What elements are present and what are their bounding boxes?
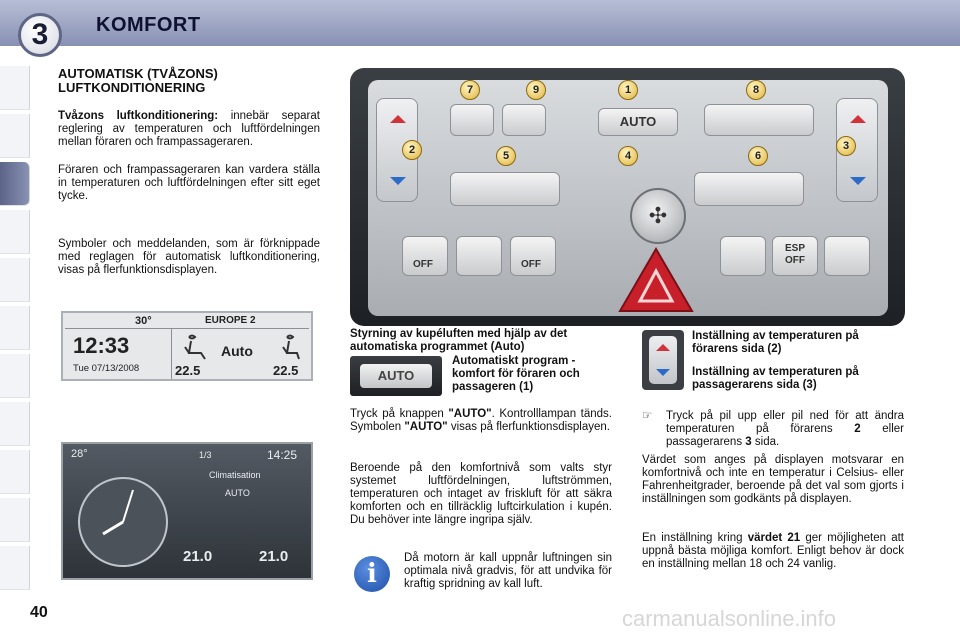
chapter-tab[interactable] bbox=[0, 450, 30, 494]
setting-text-2: ger möjligheten att uppnå bästa möjliga komfort. Enligt behov är dock en inställning mellan 18 och 24 vanlig. bbox=[642, 532, 904, 570]
chapter-title: KOMFORT bbox=[96, 14, 201, 36]
auto-text-3: visas på flerfunktionsdisplayen. bbox=[447, 421, 610, 433]
auto-text-1: Tryck på knappen bbox=[350, 408, 449, 420]
symbols-paragraph: Symboler och meddelanden, som är förknippade med reglagen för automatisk luftkonditionering, visas på flerfunktionsdisplayen. bbox=[58, 238, 320, 276]
multifunction-display-b bbox=[61, 442, 313, 580]
cold-engine-note: Då motorn är kall uppnår luftningen sin optimala nivå gradvis, för att undvika för kraftig spridning av kall luft. bbox=[404, 552, 612, 590]
driver-passenger-paragraph: Föraren och frampassageraren kan vardera ställa in temperaturen och luftfördelningen efter sitt eget tycke. bbox=[58, 164, 320, 202]
chapter-tab[interactable] bbox=[0, 402, 30, 446]
alarm-off-button[interactable] bbox=[510, 236, 556, 276]
comfort-paragraph: Beroende på den komfortnivå som valts styr systemet luftfördelningen, luftströmmen, temperaturen och intaget av friskluft för att säkra komforten och en tillräcklig luftcirkulation i kupén. Du behöver inte längre ingripa själv. bbox=[350, 462, 612, 526]
auto-button-thumbnail bbox=[350, 356, 442, 396]
callout-marker: 7 bbox=[460, 80, 480, 100]
auto-term-1: "AUTO" bbox=[448, 408, 492, 420]
analog-clock-icon bbox=[73, 472, 173, 572]
off-label: OFF bbox=[521, 259, 541, 270]
display-divider bbox=[171, 329, 172, 379]
arrow-up-icon bbox=[390, 115, 406, 123]
temperature-instructions bbox=[666, 410, 904, 449]
temperature-control-inner bbox=[649, 336, 677, 384]
driver-temperature: 22.5 bbox=[175, 363, 201, 378]
arrow-down-icon bbox=[656, 369, 670, 376]
temp-term-2: 3 bbox=[745, 436, 752, 448]
auto-text-2: . Kontrolllampan tänds. Symbolen bbox=[350, 408, 612, 433]
chapter-tab[interactable] bbox=[0, 66, 30, 110]
intro-text: innebär separat reglering av temperaturen och luftfördelningen mellan föraren och frampassageraren. bbox=[58, 110, 320, 148]
display-status-bar bbox=[65, 315, 309, 329]
bullet-icon: ☞ bbox=[642, 410, 653, 422]
chapter-tab[interactable] bbox=[0, 498, 30, 542]
outside-temperature: 28° bbox=[71, 448, 88, 460]
callout-marker: 2 bbox=[402, 140, 422, 160]
chapter-tab[interactable] bbox=[0, 306, 30, 350]
climate-control-panel-photo bbox=[350, 68, 905, 326]
auto-program-caption: Automatiskt program - komfort för föraren och passageren (1) bbox=[452, 355, 580, 393]
climate-mode: AUTO bbox=[225, 488, 250, 498]
auto-term-2: "AUTO" bbox=[404, 421, 448, 433]
arrow-down-icon bbox=[390, 177, 406, 185]
callout-marker: 9 bbox=[526, 80, 546, 100]
intro-paragraph bbox=[58, 110, 320, 149]
passenger-seat-airflow-icon bbox=[271, 333, 301, 361]
multifunction-display-a bbox=[61, 311, 313, 381]
chapter-tab-rail bbox=[0, 46, 30, 606]
arrow-up-icon bbox=[656, 344, 670, 351]
page-indicator: 1/3 bbox=[199, 450, 212, 460]
callout-marker: 1 bbox=[618, 80, 638, 100]
windscreen-demist-button[interactable] bbox=[450, 104, 494, 136]
panel-face bbox=[368, 80, 888, 316]
parking-sensors-off-button[interactable] bbox=[402, 236, 448, 276]
fan-speed-knob[interactable]: ✣ bbox=[630, 188, 686, 244]
chapter-tab[interactable] bbox=[0, 210, 30, 254]
arrow-up-icon bbox=[850, 115, 866, 123]
passenger-airbag-button[interactable] bbox=[824, 236, 870, 276]
temp-text-1: Tryck på pil upp eller pil ned för att ändra temperaturen på förarens bbox=[666, 410, 904, 435]
auto-instructions bbox=[350, 408, 612, 434]
driver-seat-airflow-icon bbox=[181, 333, 211, 361]
chapter-tab[interactable] bbox=[0, 114, 30, 158]
temperature-control-thumbnail bbox=[642, 330, 684, 390]
esp-off-button[interactable]: ESP OFF bbox=[772, 236, 818, 276]
air-recirculation-button[interactable] bbox=[704, 104, 814, 136]
setting-text-1: En inställning kring bbox=[642, 532, 748, 544]
callout-marker: 8 bbox=[746, 80, 766, 100]
auto-caption: Styrning av kupéluften med hjälp av det automatiska programmet (Auto) bbox=[350, 328, 568, 353]
callout-marker: 3 bbox=[836, 136, 856, 156]
chapter-tab[interactable] bbox=[0, 354, 30, 398]
passenger-temperature: 21.0 bbox=[259, 548, 289, 565]
passenger-temperature: 22.5 bbox=[273, 363, 299, 378]
chapter-tab-active[interactable] bbox=[0, 162, 30, 206]
driver-temp-caption: Inställning av temperaturen på förarens sida (2) bbox=[692, 330, 859, 355]
chapter-number-badge: 3 bbox=[18, 13, 62, 57]
hazard-warning-button[interactable] bbox=[616, 245, 696, 315]
arrow-down-icon bbox=[850, 177, 866, 185]
callout-marker: 5 bbox=[496, 146, 516, 166]
date: Tue 07/13/2008 bbox=[73, 363, 140, 374]
central-locking-button[interactable] bbox=[456, 236, 502, 276]
watermark: carmanualsonline.info bbox=[622, 606, 837, 631]
temp-text-2: eller passagerarens bbox=[666, 423, 904, 448]
rear-demist-button[interactable] bbox=[502, 104, 546, 136]
passenger-air-distribution-button[interactable] bbox=[694, 172, 804, 206]
driver-temperature: 21.0 bbox=[183, 548, 213, 565]
comfort-level-paragraph: Värdet som anges på displayen motsvarar en komfortnivå och inte en temperatur i Celsius- eller Fahrenheitgrader, beroende på det val som gjorts i inställningen som godkänts på displayen. bbox=[642, 454, 904, 505]
outside-temperature: 30° bbox=[135, 315, 152, 327]
radio-station: EUROPE 2 bbox=[205, 315, 256, 326]
off-label: OFF bbox=[413, 259, 433, 270]
suspension-button[interactable] bbox=[720, 236, 766, 276]
callout-marker: 4 bbox=[618, 146, 638, 166]
auto-button[interactable]: AUTO bbox=[598, 108, 678, 136]
setting-term: värdet 21 bbox=[747, 532, 801, 544]
chapter-tab[interactable] bbox=[0, 546, 30, 590]
chapter-tab[interactable] bbox=[0, 258, 30, 302]
info-icon: i bbox=[354, 556, 390, 592]
section-heading: AUTOMATISK (TVÅZONS) LUFTKONDITIONERING bbox=[58, 66, 218, 95]
passenger-temp-caption: Inställning av temperaturen på passagerarens sida (3) bbox=[692, 366, 859, 391]
callout-marker: 6 bbox=[748, 146, 768, 166]
temp-term-1: 2 bbox=[854, 423, 861, 435]
auto-button-label: AUTO bbox=[360, 364, 432, 388]
clock: 12:33 bbox=[73, 333, 130, 358]
intro-term: Tvåzons luftkonditionering: bbox=[58, 110, 219, 122]
clock: 14:25 bbox=[267, 448, 298, 462]
recommended-setting-paragraph bbox=[642, 532, 904, 571]
driver-air-distribution-button[interactable] bbox=[450, 172, 560, 206]
climate-label: Climatisation bbox=[209, 470, 261, 480]
climate-mode: Auto bbox=[221, 343, 253, 359]
page-number: 40 bbox=[30, 604, 48, 621]
temp-text-3: sida. bbox=[751, 436, 780, 448]
